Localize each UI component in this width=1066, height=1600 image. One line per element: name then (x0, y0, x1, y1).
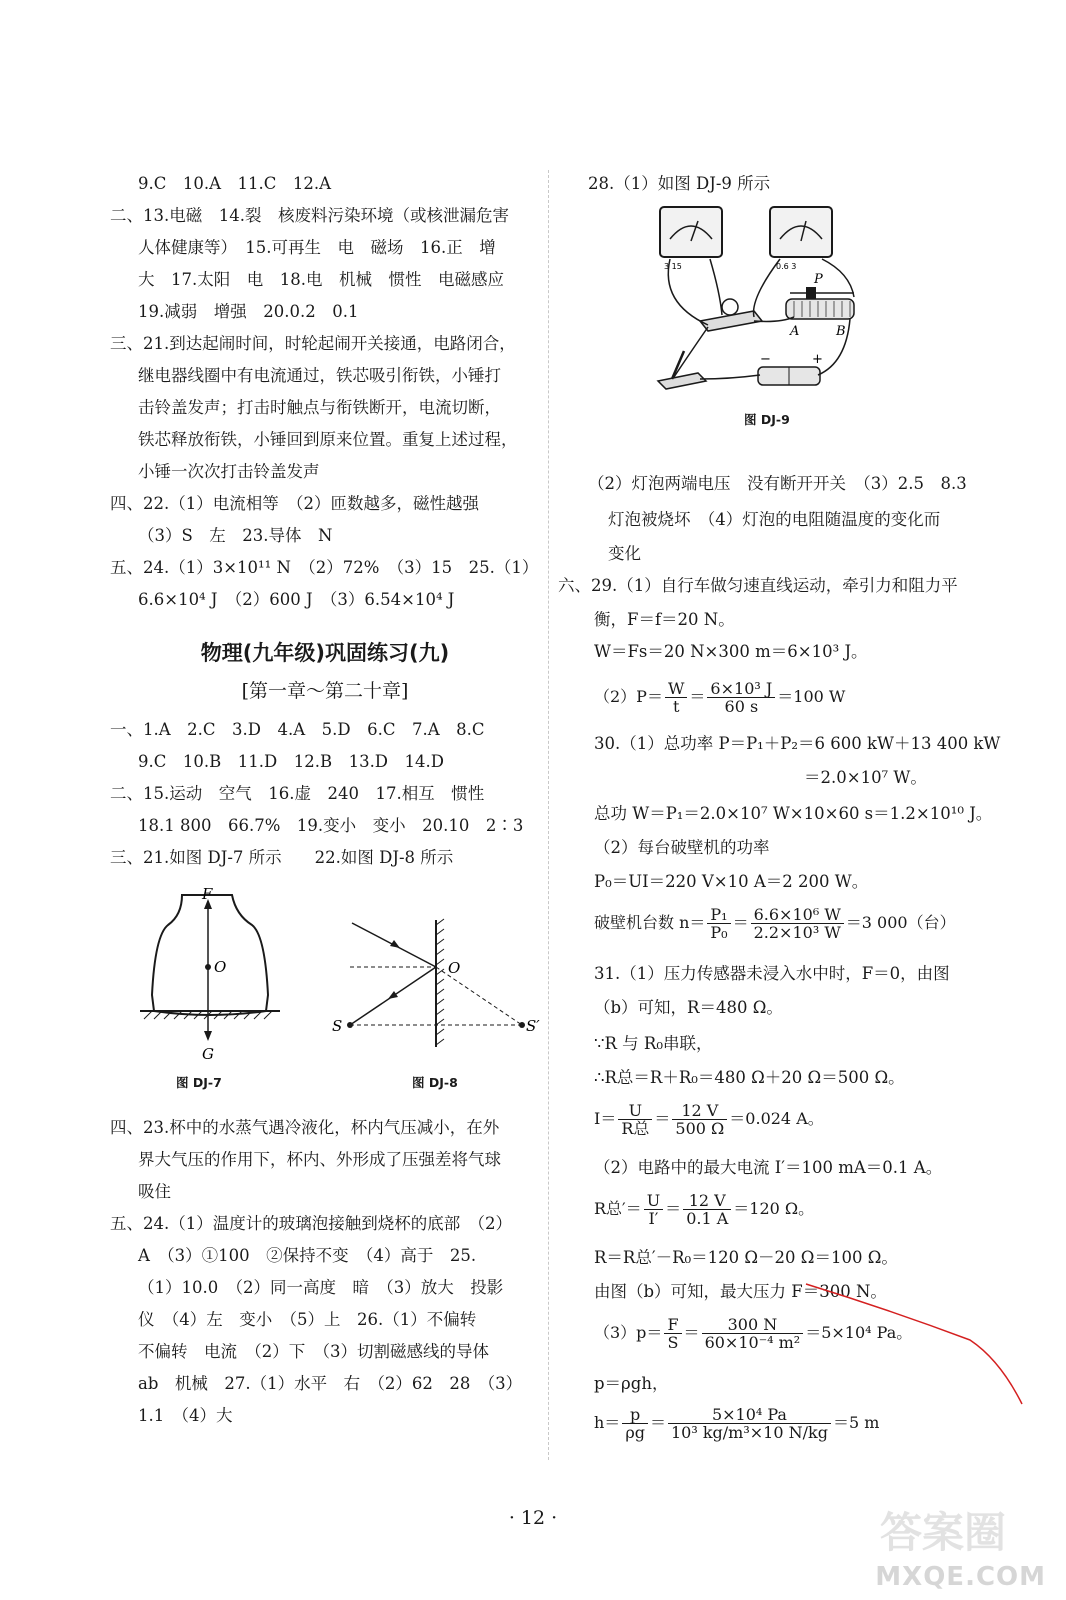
label-plus: + (812, 352, 823, 367)
text-line: 灯泡被烧坏 （4）灯泡的电阻随温度的变化而 (608, 510, 941, 529)
page-number: · 12 · (508, 1507, 558, 1529)
text-line: 18.1 800 66.7% 19.变小 变小 20.10 2∶3 (138, 816, 524, 835)
fraction (665, 680, 687, 715)
text-line: ab 机械 27.（1）水平 右 （2）62 28 （3） (138, 1374, 523, 1393)
ammeter-scale: 0.6 3 (776, 262, 797, 271)
text-line: 四、22.（1）电流相等 （2）匝数越多，磁性越强 (110, 494, 479, 513)
denominator: 60×10⁻⁴ m² (704, 1333, 801, 1352)
formula-text: ＝3 000（台） (845, 913, 956, 932)
text-line: 变化 (608, 544, 641, 563)
formula-text: ＝ (732, 913, 749, 932)
column-divider (548, 170, 549, 1460)
text-line: 二、15.运动 空气 16.虚 240 17.相互 惯性 (110, 784, 485, 803)
formula-text: I＝ (594, 1109, 617, 1128)
label-o: O (214, 958, 227, 976)
text-line: 六、29.（1）自行车做匀速直线运动，牵引力和阻力平 (558, 576, 958, 595)
text-line: p＝ρgh， (594, 1374, 669, 1393)
label-a: A (790, 324, 800, 339)
label-s-prime: S′ (526, 1017, 540, 1035)
figure-caption: 图 DJ-9 (744, 412, 790, 427)
formula-text: ＝ (654, 1109, 671, 1128)
denominator: 60 s (724, 697, 759, 716)
figure-caption: 图 DJ-7 (176, 1075, 222, 1090)
section-title: 物理(九年级)巩固练习(九) (200, 641, 450, 665)
formula-text: R总′＝ (594, 1199, 642, 1218)
formula-p31-h (594, 1406, 879, 1441)
formula-text: （2）P＝ (594, 687, 663, 706)
text-line: 三、21.如图 DJ-7 所示 22.如图 DJ-8 所示 (110, 848, 454, 867)
watermark: MXQE.COM (875, 1562, 1046, 1592)
formula-p31-i (594, 1102, 824, 1137)
denominator: 0.1 A (686, 1209, 729, 1228)
label-p: P (814, 272, 823, 287)
fraction (751, 906, 844, 941)
formula-text: ＝5×10⁴ Pa。 (805, 1323, 913, 1342)
text-line: （2）每台破壁机的功率 (594, 838, 770, 857)
formula-text: 破壁机台数 n＝ (594, 913, 706, 932)
text-line: 小锤一次次打击铃盖发声 (138, 462, 320, 481)
text-line: 吸住 (138, 1182, 171, 1201)
text-line: ＝2.0×10⁷ W。 (804, 768, 927, 787)
text-line: （1）10.0 （2）同一高度 暗 （3）放大 投影 (138, 1278, 504, 1297)
text-line: ∵R 与 R₀串联， (594, 1034, 713, 1053)
label-f: F (202, 885, 213, 903)
text-line: 铁芯释放衔铁，小锤回到原来位置。重复上述过程， (138, 430, 518, 449)
numerator: 12 V (672, 1102, 727, 1120)
numerator: P₁ (707, 906, 730, 924)
text-line: 由图（b）可知，最大压力 F＝300 N。 (594, 1282, 887, 1301)
denominator: ρg (625, 1423, 645, 1442)
red-pen-mark (800, 1280, 1030, 1410)
numerator: 300 N (702, 1316, 804, 1334)
numerator: p (622, 1406, 648, 1424)
text-line: 6.6×10⁴ J （2）600 J （3）6.54×10⁴ J (138, 590, 455, 609)
fraction (644, 1192, 663, 1227)
text-line: A （3）①100 ②保持不变 （4）高于 25. (138, 1246, 477, 1265)
formula-text: ＝120 Ω。 (733, 1199, 815, 1218)
numerator: 5×10⁴ Pa (668, 1406, 831, 1424)
formula-p31-r (594, 1192, 814, 1227)
formula-text: （3）p＝ (594, 1323, 663, 1342)
text-line: 仪 （4）左 变小 （5）上 26.（1）不偏转 (138, 1310, 477, 1329)
label-b: B (836, 324, 846, 339)
text-line: （2）电路中的最大电流 I′＝100 mA＝0.1 A。 (594, 1158, 943, 1177)
text-line: 界大气压的作用下，杯内、外形成了压强差将气球 (138, 1150, 501, 1169)
formula-text: ＝5 m (832, 1413, 880, 1432)
fraction (683, 1192, 731, 1227)
text-line: （b）可知，R＝480 Ω。 (594, 998, 783, 1017)
fraction (707, 906, 730, 941)
text-line: W＝Fs＝20 N×300 m＝6×10³ J。 (594, 642, 868, 661)
text-line: 28.（1）如图 DJ-9 所示 (588, 174, 771, 193)
text-line: 五、24.（1）3×10¹¹ N （2）72% （3）15 25.（1） (110, 558, 539, 577)
section-subtitle: [第一章～第二十章] (241, 680, 409, 702)
formula-text: ＝100 W (777, 687, 846, 706)
denominator: 2.2×10³ W (753, 923, 841, 942)
fraction (668, 1406, 831, 1441)
text-line: 一、1.A 2.C 3.D 4.A 5.D 6.C 7.A 8.C (110, 720, 485, 739)
fraction (664, 1316, 681, 1351)
formula-text: ＝ (649, 1413, 666, 1432)
watermark-logo: 答案圈 (879, 1508, 1006, 1557)
label-minus: − (760, 352, 771, 367)
text-line: 总功 W＝P₁＝2.0×10⁷ W×10×60 s＝1.2×10¹⁰ J。 (594, 804, 993, 823)
formula-text: ＝ (689, 687, 706, 706)
denominator: S (667, 1333, 679, 1352)
numerator: F (664, 1316, 681, 1334)
text-line: 30.（1）总功率 P＝P₁＋P₂＝6 600 kW＋13 400 kW (594, 734, 1001, 753)
text-line: 31.（1）压力传感器未浸入水中时，F＝0，由图 (594, 964, 950, 983)
text-line: ∴R总＝R＋R₀＝480 Ω＋20 Ω＝500 Ω。 (594, 1068, 905, 1087)
formula-p30 (594, 906, 956, 941)
text-line: P₀＝UI＝220 V×10 A＝2 200 W。 (594, 872, 869, 891)
text-line: 大 17.太阳 电 18.电 机械 惯性 电磁感应 (138, 270, 504, 289)
figure-dj8 (328, 915, 548, 1055)
numerator: U (644, 1192, 663, 1210)
text-line: 二、13.电磁 14.裂 核废料污染环境（或核泄漏危害 (110, 206, 509, 225)
denominator: 10³ kg/m³×10 N/kg (670, 1423, 828, 1442)
formula-text: ＝ (683, 1323, 700, 1342)
figure-caption: 图 DJ-8 (412, 1075, 458, 1090)
text-line: （2）灯泡两端电压 没有断开开关 （3）2.5 8.3 (588, 474, 967, 493)
label-s: S (332, 1017, 343, 1035)
formula-text: ＝ (665, 1199, 682, 1218)
text-line: 五、24.（1）温度计的玻璃泡接触到烧杯的底部 （2） (110, 1214, 512, 1233)
text-line: 9.C 10.A 11.C 12.A (138, 174, 332, 193)
text-line: 击铃盖发声；打击时触点与衔铁断开，电流切断， (138, 398, 501, 417)
fraction (618, 1102, 652, 1137)
fraction (702, 1316, 804, 1351)
text-line: （3）S 左 23.导体 N (138, 526, 333, 545)
text-line: R＝R总′－R₀＝120 Ω－20 Ω＝100 Ω。 (594, 1248, 898, 1267)
formula-text: h＝ (594, 1413, 621, 1432)
formula-text: ＝0.024 A。 (729, 1109, 824, 1128)
text-line: 9.C 10.B 11.D 12.B 13.D 14.D (138, 752, 445, 771)
text-line: 19.减弱 增强 20.0.2 0.1 (138, 302, 359, 321)
text-line: 1.1 （4）大 (138, 1406, 233, 1425)
denominator: I′ (648, 1209, 659, 1228)
numerator: W (665, 680, 687, 698)
fraction (622, 1406, 648, 1441)
text-line: 四、23.杯中的水蒸气遇冷液化，杯内气压减小，在外 (110, 1118, 500, 1137)
numerator: U (618, 1102, 652, 1120)
text-line: 三、21.到达起闹时间，时轮起闹开关接通，电路闭合， (110, 334, 516, 353)
text-line: 不偏转 电流 （2）下 （3）切割磁感线的导体 (138, 1342, 489, 1361)
voltmeter-scale: 3 15 (664, 262, 682, 271)
text-line: 衡，F＝f＝20 N。 (594, 610, 735, 629)
numerator: 12 V (683, 1192, 731, 1210)
text-line: 人体健康等） 15.可再生 电 磁场 16.正 增 (138, 238, 496, 257)
formula-p29 (594, 680, 845, 715)
denominator: R总 (621, 1119, 650, 1138)
fraction (672, 1102, 727, 1137)
figure-dj7 (140, 885, 280, 1065)
numerator: 6×10³ J (707, 680, 775, 698)
denominator: 500 Ω (675, 1119, 725, 1138)
numerator: 6.6×10⁶ W (751, 906, 844, 924)
text-line: 继电器线圈中有电流通过，铁芯吸引衔铁，小锤打 (138, 366, 501, 385)
denominator: t (672, 697, 680, 716)
label-g: G (202, 1045, 214, 1063)
label-o: O (448, 959, 461, 977)
denominator: P₀ (710, 923, 728, 942)
figure-dj9 (650, 203, 890, 403)
fraction (707, 680, 775, 715)
